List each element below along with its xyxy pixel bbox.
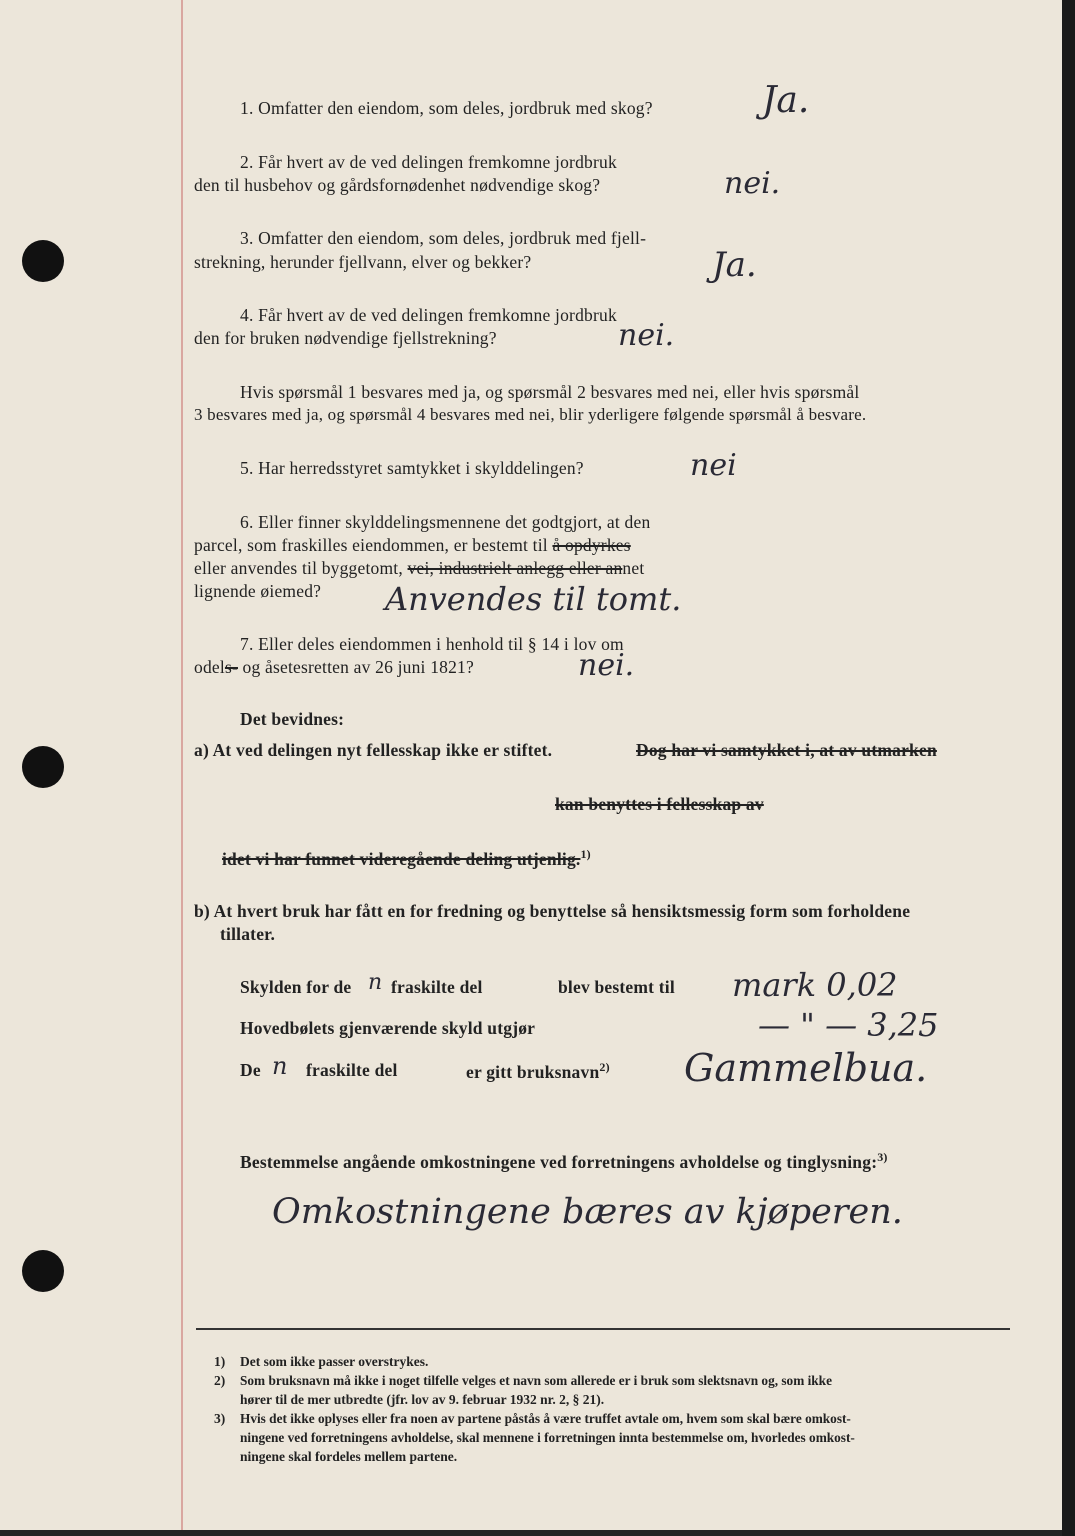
question-3-line-1: 3. Omfatter den eiendom, som deles, jordbruk med fjell- xyxy=(240,228,647,248)
answer-2: nei. xyxy=(724,166,781,201)
footnote-1: Det som ikke passer overstrykes. xyxy=(240,1354,429,1369)
skyld-row-2-value: — " — 3,25 xyxy=(758,1006,939,1044)
punch-hole xyxy=(22,240,64,282)
question-6-line-3-end: net xyxy=(622,558,645,578)
question-6-line-1: 6. Eller finner skylddelingsmennene det godtgjort, at den xyxy=(240,512,651,532)
footnote-3-line-3: ningene skal fordeles mellem partene. xyxy=(240,1449,458,1464)
struck-text: å opdyrkes xyxy=(552,535,631,555)
intro-line-1: Hvis spørsmål 1 besvares med ja, og spørsmål 2 besvares med nei, eller hvis spørsmål xyxy=(240,382,860,402)
footnote-3-line-2: ningene ved forretningens avholdelse, skal mennene i forretningen innta bestemmelse om, hvorledes omkost- xyxy=(240,1430,855,1445)
finding-a-struck-2: kan benyttes i fellesskap av xyxy=(555,794,764,814)
intro-line-2: 3 besvares med ja, og spørsmål 4 besvares med nei, blir yderligere følgende spørsmål å besvare. xyxy=(194,405,867,424)
question-6-line-3-text: eller anvendes til byggetomt, xyxy=(194,558,403,578)
skyld-row-3-label-b: fraskilte del xyxy=(306,1060,398,1080)
question-6-line-2 xyxy=(194,535,631,556)
question-7-line-2 xyxy=(194,657,474,678)
finding-a-struck-3-line xyxy=(222,847,591,870)
answer-4: nei. xyxy=(618,318,675,353)
costs-answer: Omkostningene bæres av kjøperen. xyxy=(272,1192,903,1232)
question-6-line-4: lignende øiemed? xyxy=(194,581,322,601)
footnote-3-line-1: Hvis det ikke oplyses eller fra noen av partene påstås å være truffet avtale om, hvem som skal bære omkost- xyxy=(240,1411,851,1426)
question-6-line-2-text: parcel, som fraskilles eiendommen, er bestemt til xyxy=(194,535,548,555)
footnote-ref: 2) xyxy=(599,1060,610,1074)
question-2-line-2: den til husbehov og gårdsfornødenhet nødvendige skog? xyxy=(194,175,601,195)
margin-line xyxy=(181,0,183,1530)
footnote-3-number: 3) xyxy=(214,1411,226,1426)
question-2-line-1: 2. Får hvert av de ved delingen fremkomne jordbruk xyxy=(240,152,617,172)
footnote-ref: 3) xyxy=(877,1150,888,1164)
answer-3: Ja. xyxy=(712,245,757,285)
skyld-row-1-handwritten-n: n xyxy=(368,970,383,995)
answer-5: nei xyxy=(690,448,737,483)
punch-hole xyxy=(22,1250,64,1292)
question-7-odel: odel xyxy=(194,657,225,677)
footnote-ref: 1) xyxy=(580,847,591,861)
finding-a: a) At ved delingen nyt fellesskap ikke er stiftet. xyxy=(194,740,553,760)
footnote-rule xyxy=(196,1328,1010,1330)
question-1: 1. Omfatter den eiendom, som deles, jordbruk med skog? xyxy=(240,98,653,118)
finding-b-line-2: tillater. xyxy=(220,924,276,944)
skyld-row-3-value: Gammelbua. xyxy=(684,1046,928,1090)
skyld-row-3-label-a: De xyxy=(240,1060,261,1080)
question-7-line-2-text: og åsetesretten av 26 juni 1821? xyxy=(237,657,474,677)
punch-hole xyxy=(22,746,64,788)
answer-6: Anvendes til tomt. xyxy=(385,580,682,618)
skyld-row-1-label-c: blev bestemt til xyxy=(558,977,675,997)
finding-b-line-1: b) At hvert bruk har fått en for fredning og benyttelse så hensiktsmessig form som forholdene xyxy=(194,901,911,921)
answer-1: Ja. xyxy=(762,80,810,121)
question-7-line-1: 7. Eller deles eiendommen i henhold til § 14 i lov om xyxy=(240,634,624,654)
finding-a-struck-1: Dog har vi samtykket i, at av utmarken xyxy=(636,740,937,760)
struck-text: idet vi har funnet videregående deling utjenlig. xyxy=(222,848,581,869)
skyld-row-1-label-b: fraskilte del xyxy=(391,977,483,997)
question-5: 5. Har herredsstyret samtykket i skylddelingen? xyxy=(240,458,584,478)
question-3-line-2: strekning, herunder fjellvann, elver og bekker? xyxy=(194,252,532,272)
struck-text: s- xyxy=(224,657,238,677)
skyld-row-3-label-c xyxy=(466,1060,610,1083)
footnote-1-number: 1) xyxy=(214,1354,226,1369)
footnote-2-line-1: Som bruksnavn må ikke i noget tilfelle velges et navn som allerede er i bruk som slektsnavn og, som ikke xyxy=(240,1373,832,1388)
findings-heading: Det bevidnes: xyxy=(240,709,345,729)
skyld-row-1-label-a: Skylden for de xyxy=(240,977,352,997)
question-4-line-2: den for bruken nødvendige fjellstrekning? xyxy=(194,328,497,348)
footnote-2-number: 2) xyxy=(214,1373,226,1388)
skyld-row-3-label-c-text: er gitt bruksnavn xyxy=(466,1061,600,1082)
skyld-row-2-label: Hovedbølets gjenværende skyld utgjør xyxy=(240,1018,536,1038)
costs-heading: Bestemmelse angående omkostningene ved forretningens avholdelse og tinglysning: xyxy=(240,1151,878,1172)
question-4-line-1: 4. Får hvert av de ved delingen fremkomne jordbruk xyxy=(240,305,617,325)
answer-7: nei. xyxy=(578,648,635,683)
skyld-row-1-value: mark 0,02 xyxy=(732,966,898,1004)
costs-heading-line xyxy=(240,1150,888,1173)
skyld-row-3-handwritten-n: n xyxy=(272,1052,288,1080)
struck-text: vei, industrielt anlegg eller an xyxy=(407,558,623,578)
question-6-line-3 xyxy=(194,558,644,579)
footnote-2-line-2: hører til de mer utbredte (jfr. lov av 9. februar 1932 nr. 2, § 21). xyxy=(240,1392,605,1407)
